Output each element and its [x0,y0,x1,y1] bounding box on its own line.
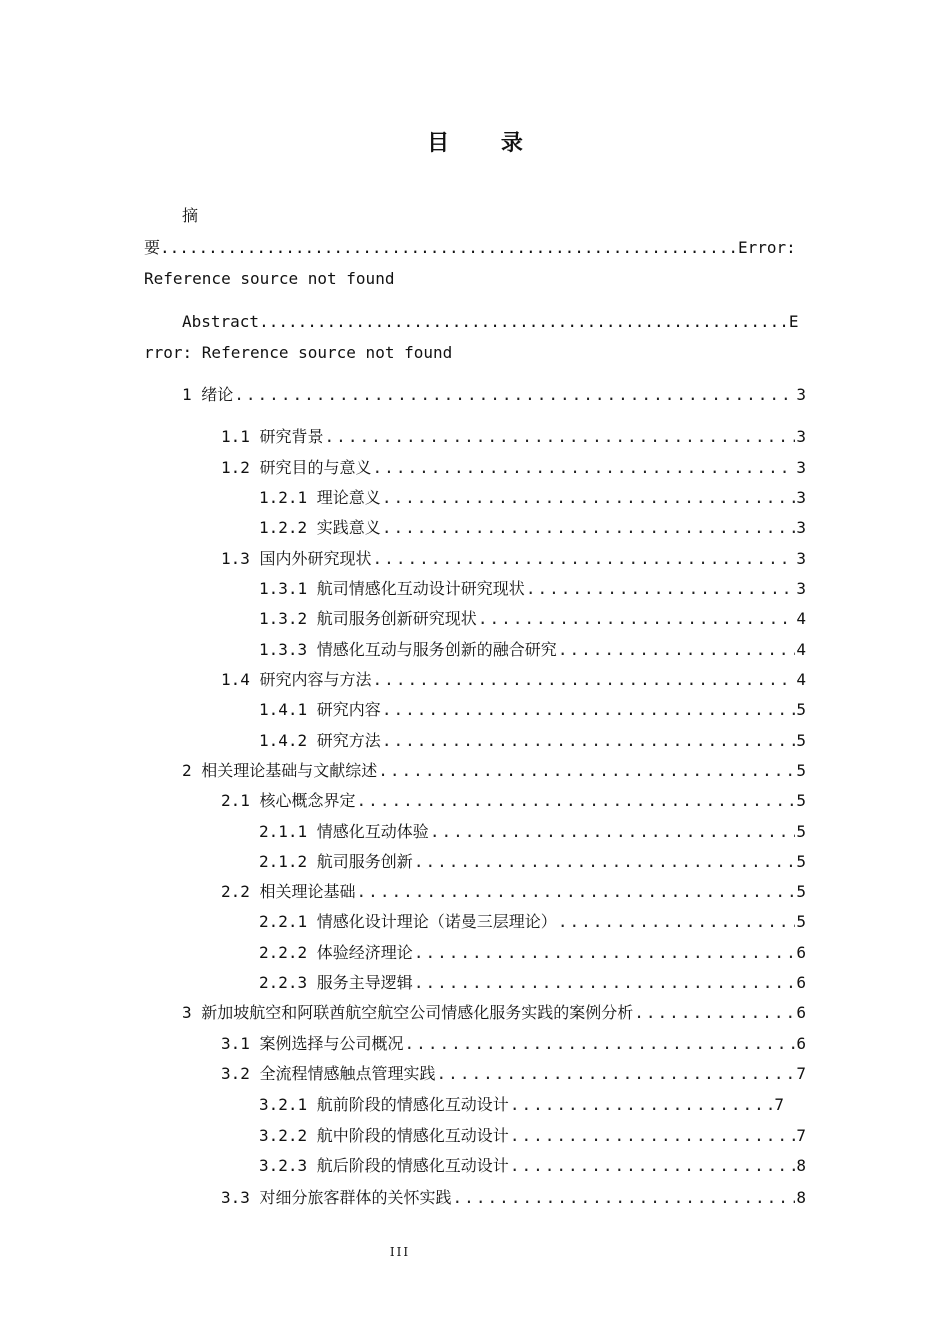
toc-entry-label: 2.1 核心概念界定 [221,791,356,810]
toc-entry-page: 5 [796,852,806,871]
toc-entry-section[interactable] [221,422,806,452]
toc-entry-section[interactable] [221,1183,806,1213]
toc-entry-label: 2.1.1 情感化互动体验 [259,822,429,841]
toc-entry-page: 5 [796,912,806,931]
toc-entry-subsection[interactable] [259,695,806,725]
toc-entry-chapter[interactable] [182,998,806,1028]
toc-entry-subsection[interactable] [259,938,806,968]
toc-entry-section[interactable] [221,877,806,907]
toc-entry-section[interactable] [221,453,806,483]
toc-entry-subsection[interactable] [259,726,806,756]
toc-dot-leader [558,635,796,665]
toc-entry-label: 2.1.2 航司服务创新 [259,852,413,871]
toc-dot-leader [453,1183,796,1213]
toc-abstract-cn-head[interactable]: 摘 [182,206,199,225]
toc-dot-leader [414,847,796,877]
toc-entry-label: 1.4.2 研究方法 [259,731,381,750]
toc-entry-label: 1.3 国内外研究现状 [221,549,372,568]
toc-entry-section[interactable] [221,665,806,695]
toc-abstract-en-error: rror: Reference source not found [144,343,453,362]
toc-dot-leader [510,1121,796,1151]
toc-abstract-cn-line[interactable]: 要............................................................Error: [144,238,796,257]
toc-entry-label: 1.3.3 情感化互动与服务创新的融合研究 [259,640,557,659]
toc-entry-label: 3.2.1 航前阶段的情感化互动设计 [259,1095,509,1114]
toc-entry-label: 1.3.1 航司情感化互动设计研究现状 [259,579,525,598]
toc-entry-section[interactable] [221,1029,806,1059]
toc-entry-subsection[interactable] [259,1121,806,1151]
toc-dot-leader [373,544,796,574]
toc-dot-leader [510,1090,774,1120]
toc-entry-label: 3.2.2 航中阶段的情感化互动设计 [259,1126,509,1145]
toc-dot-leader [357,877,796,907]
toc-entry-page: 5 [796,700,806,719]
toc-dot-leader [382,726,796,756]
toc-entry-label: 2.2.1 情感化设计理论（诺曼三层理论） [259,912,557,931]
toc-entry-page: 3 [796,488,806,507]
toc-entry-label: 3.3 对细分旅客群体的关怀实践 [221,1188,452,1207]
toc-entry-page: 5 [796,731,806,750]
toc-entry-label: 1.2 研究目的与意义 [221,458,372,477]
toc-entry-page: 3 [796,427,806,446]
toc-entry-page: 6 [796,1034,806,1053]
toc-abstract-en-line[interactable]: Abstract.......................................................E [182,312,799,331]
toc-entry-label: 2.2.3 服务主导逻辑 [259,973,413,992]
toc-entry-subsection[interactable] [259,513,806,543]
toc-entry-page: 5 [796,791,806,810]
toc-dot-leader [382,695,796,725]
toc-entry-page: 6 [796,1003,806,1022]
toc-entry-page: 6 [796,943,806,962]
toc-entry-label: 3.1 案例选择与公司概况 [221,1034,404,1053]
toc-entry-subsection[interactable] [259,847,806,877]
toc-entry-label: 1.4 研究内容与方法 [221,670,372,689]
toc-entry-chapter[interactable] [182,756,806,786]
toc-entry-label: 1.1 研究背景 [221,427,324,446]
toc-entry-page: 5 [796,882,806,901]
toc-dot-leader [234,380,795,410]
toc-entry-page: 5 [796,761,806,780]
toc-entry-page: 5 [796,822,806,841]
toc-dot-leader [437,1059,796,1089]
toc-entry-subsection[interactable] [259,1090,784,1120]
toc-entry-page: 4 [796,609,806,628]
toc-entry-section[interactable] [221,1059,806,1089]
toc-entry-label: 2.2 相关理论基础 [221,882,356,901]
toc-entry-subsection[interactable] [259,1151,806,1181]
toc-entry-page: 8 [796,1188,806,1207]
toc-entry-label: 2 相关理论基础与文献综述 [182,761,378,780]
toc-abstract-cn-error: Reference source not found [144,269,395,288]
toc-dot-leader [634,998,795,1028]
toc-entry-label: 1 绪论 [182,385,234,404]
toc-entry-chapter[interactable] [182,380,806,410]
toc-entry-page: 4 [796,670,806,689]
toc-entry-page: 6 [796,973,806,992]
toc-dot-leader [378,756,795,786]
toc-entry-subsection[interactable] [259,604,806,634]
toc-dot-leader [373,665,796,695]
toc-entry-page: 4 [796,640,806,659]
toc-entry-page: 3 [796,518,806,537]
toc-dot-leader [510,1151,796,1181]
toc-dot-leader [357,786,796,816]
toc-entry-subsection[interactable] [259,483,806,513]
toc-entry-subsection[interactable] [259,968,806,998]
toc-dot-leader [414,968,796,998]
toc-entry-page: 3 [796,549,806,568]
toc-entry-page: 3 [796,458,806,477]
toc-entry-label: 3.2 全流程情感触点管理实践 [221,1064,436,1083]
toc-entry-page: 7 [796,1064,806,1083]
toc-dot-leader [325,422,796,452]
toc-dot-leader [414,938,796,968]
toc-entry-page: 8 [796,1156,806,1175]
toc-dot-leader [382,513,796,543]
toc-entry-section[interactable] [221,786,806,816]
toc-entry-page: 7 [774,1095,784,1114]
toc-entry-label: 1.2.2 实践意义 [259,518,381,537]
toc-entry-page: 3 [796,385,806,404]
toc-dot-leader [478,604,796,634]
toc-entry-section[interactable] [221,544,806,574]
toc-entry-label: 1.4.1 研究内容 [259,700,381,719]
toc-dot-leader [405,1029,796,1059]
toc-title: 目 录 [427,131,545,156]
toc-dot-leader [526,574,796,604]
toc-entry-label: 2.2.2 体验经济理论 [259,943,413,962]
page-number: III [389,1245,411,1259]
toc-entry-label: 3 新加坡航空和阿联酋航空航空公司情感化服务实践的案例分析 [182,1003,634,1022]
toc-entry-label: 1.2.1 理论意义 [259,488,381,507]
toc-entry-page: 7 [796,1126,806,1145]
toc-entry-page: 3 [796,579,806,598]
toc-dot-leader [382,483,796,513]
toc-entry-subsection[interactable] [259,635,806,665]
toc-dot-leader [430,817,796,847]
toc-entry-label: 1.3.2 航司服务创新研究现状 [259,609,477,628]
toc-entry-label: 3.2.3 航后阶段的情感化互动设计 [259,1156,509,1175]
toc-entry-subsection[interactable] [259,907,806,937]
toc-entry-subsection[interactable] [259,574,806,604]
toc-dot-leader [558,907,796,937]
toc-entry-subsection[interactable] [259,817,806,847]
toc-dot-leader [373,453,796,483]
